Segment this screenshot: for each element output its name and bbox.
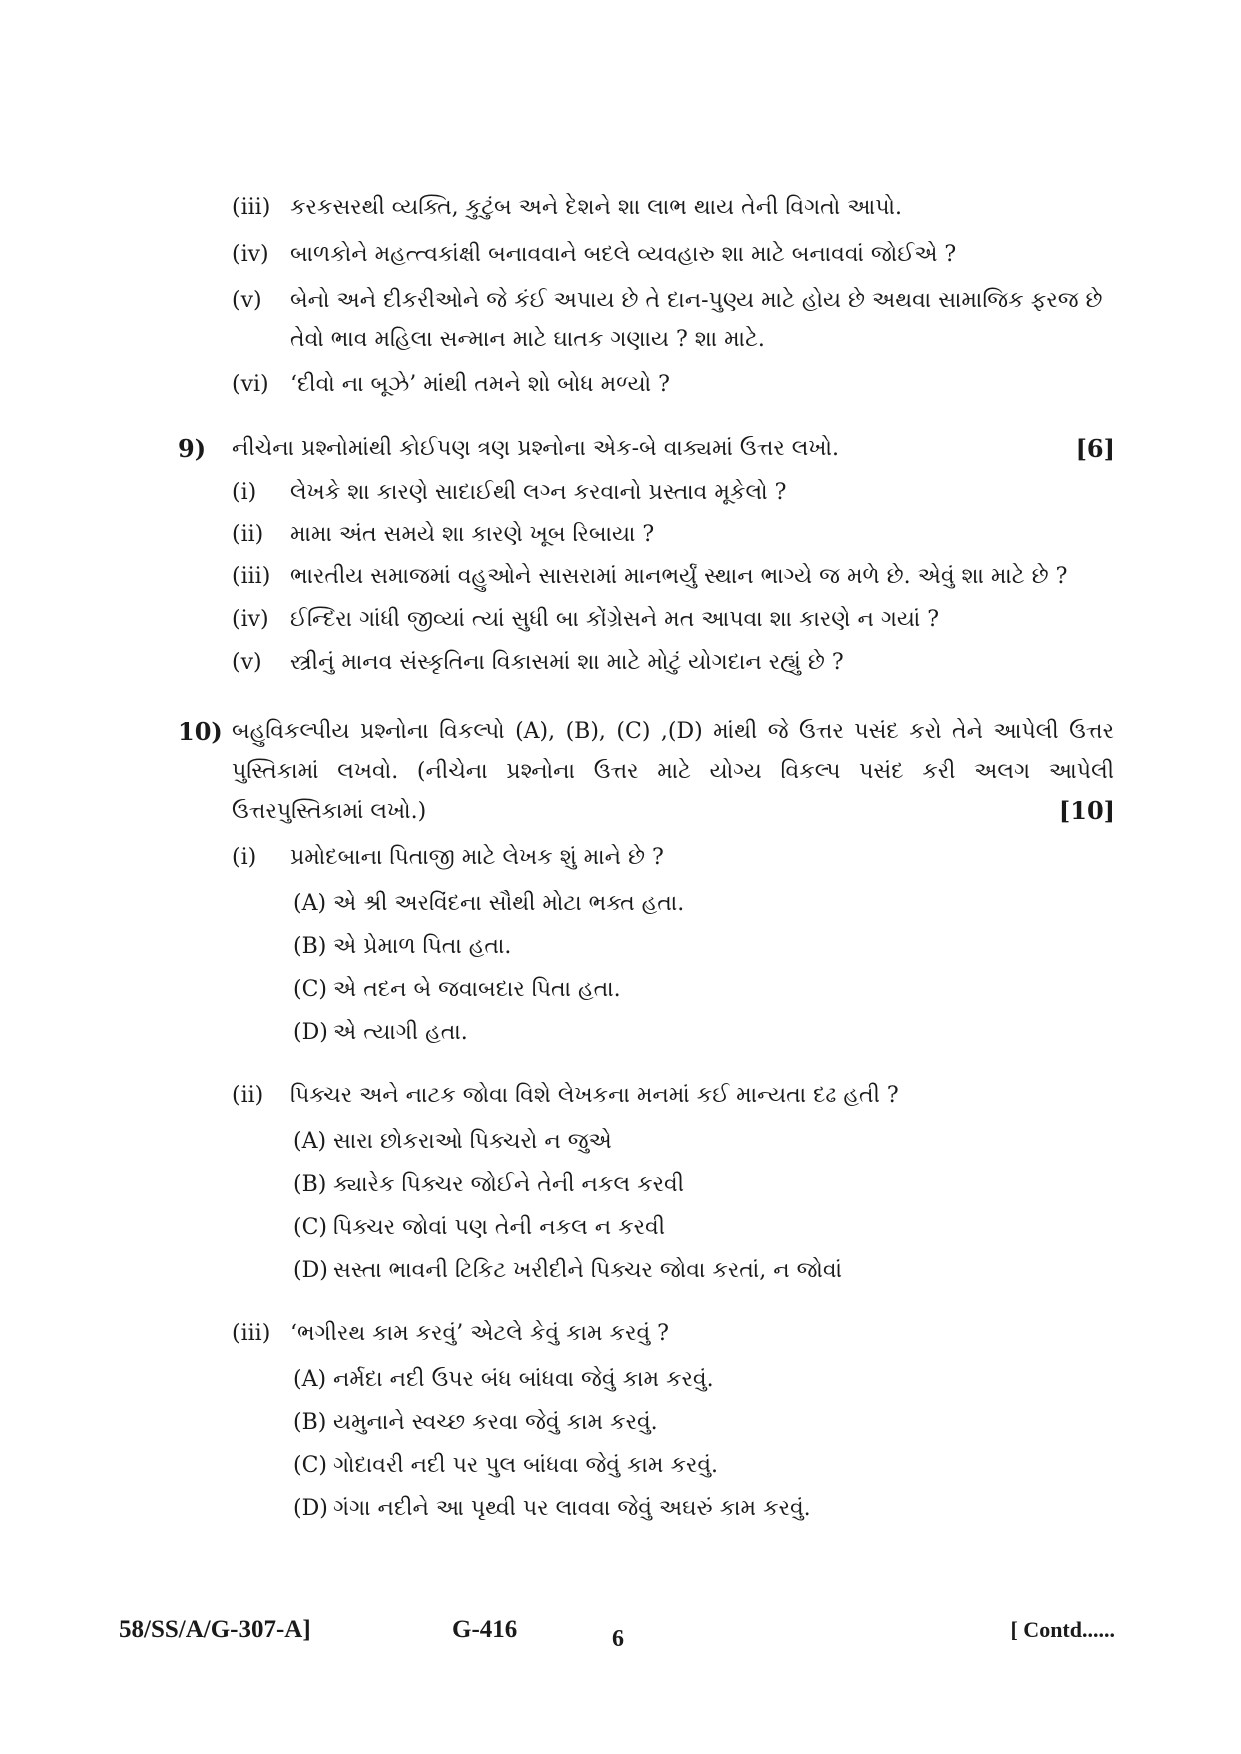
q10-question-iii bbox=[232, 1319, 669, 1349]
question-10-number: 10) bbox=[178, 717, 223, 746]
q9-item-v bbox=[232, 648, 844, 678]
item-number: (ii) bbox=[232, 522, 264, 547]
option-label: (C) bbox=[293, 1453, 327, 1478]
option-text: એ તદન બે જવાબદાર પિતા હતા. bbox=[333, 977, 621, 1002]
item-number: (v) bbox=[232, 288, 262, 313]
question-number: (iii) bbox=[232, 1321, 271, 1346]
option-label: (D) bbox=[293, 1258, 328, 1283]
item-number: (v) bbox=[232, 650, 262, 675]
q9-item-i bbox=[232, 478, 786, 508]
option-label: (A) bbox=[293, 891, 327, 916]
option-text: એ શ્રી અરવિંદના સૌથી મોટા ભક્ત હતા. bbox=[333, 891, 685, 916]
question-10-instruction: બહુવિકલ્પીય પ્રશ્નોના વિકલ્પો (A), (B), (C) ,(D) માંથી જે ઉત્તર પસંદ કરો તેને આપેલી ઉત્તર પુસ્તિકામાં લખવો. (નીચેના પ્રશ્નોના ઉત્તર માટે યોગ્ય વિકલ્પ પસંદ કરી અલગ આપેલી ઉત્તરપુસ્તિકામાં લખો.) bbox=[232, 719, 1114, 824]
item-number: (iii) bbox=[232, 195, 271, 220]
option-text: નર્મદા નદી ઉપર બંધ બાંધવા જેવું કામ કરવું. bbox=[333, 1367, 714, 1392]
q8-item-v bbox=[232, 286, 1103, 316]
option-label: (B) bbox=[293, 1410, 327, 1435]
q8-item-iii bbox=[232, 193, 902, 223]
option-label: (C) bbox=[293, 977, 327, 1002]
option-label: (B) bbox=[293, 1172, 327, 1197]
option-label: (B) bbox=[293, 934, 327, 959]
option-text: ગોદાવરી નદી પર પુલ બાંધવા જેવું કામ કરવું. bbox=[333, 1453, 719, 1478]
q8-item-vi bbox=[232, 370, 670, 400]
question-text: પિક્ચર અને નાટક જોવા વિશે લેખકના મનમાં કઈ માન્યતા દઢ હતી ? bbox=[290, 1083, 899, 1108]
item-text: તેવો ભાવ મહિલા સન્માન માટે ઘાતક ગણાય ? શા માટે. bbox=[290, 327, 765, 352]
question-number: (ii) bbox=[232, 1083, 264, 1108]
item-number: (iv) bbox=[232, 607, 269, 632]
q10-i-option-a bbox=[293, 889, 684, 919]
option-text: ગંગા નદીને આ પૃથ્વી પર લાવવા જેવું અઘરું કામ કરવું. bbox=[333, 1496, 811, 1521]
item-text: બાળકોને મહત્ત્વકાંક્ષી બનાવવાને બદલે વ્યવહારુ શા માટે બનાવવાં જોઈએ ? bbox=[290, 242, 957, 267]
item-text: લેખકે શા કારણે સાદાઈથી લગ્ન કરવાનો પ્રસ્તાવ મૂકેલો ? bbox=[290, 480, 787, 505]
item-text: ભારતીય સમાજમાં વહુઓને સાસરામાં માનભર્યું સ્થાન ભાગ્યે જ મળે છે. એવું શા માટે છે ? bbox=[290, 564, 1068, 589]
option-label: (A) bbox=[293, 1367, 327, 1392]
question-9-instruction: નીચેના પ્રશ્નોમાંથી કોઈપણ ત્રણ પ્રશ્નોના એક-બે વાક્યમાં ઉત્તર લખો. bbox=[232, 436, 839, 461]
q10-question-i bbox=[232, 843, 664, 873]
item-text: ‘દીવો ના બૂઝે’ માંથી તમને શો બોધ મળ્યો ? bbox=[290, 372, 670, 397]
item-text: કરકસરથી વ્યક્તિ, કુટુંબ અને દેશને શા લાભ થાય તેની વિગતો આપો. bbox=[290, 195, 902, 220]
footer-continued: [ Contd...... bbox=[1010, 1617, 1115, 1642]
option-text: એ પ્રેમાળ પિતા હતા. bbox=[333, 934, 512, 959]
q10-i-option-c bbox=[293, 975, 621, 1005]
item-number: (iv) bbox=[232, 242, 269, 267]
option-text: સારા છોકરાઓ પિક્ચરો ન જુએ bbox=[333, 1129, 612, 1154]
item-number: (vi) bbox=[232, 372, 269, 397]
option-text: પિક્ચર જોવાં પણ તેની નકલ ન કરવી bbox=[333, 1215, 666, 1240]
option-text: એ ત્યાગી હતા. bbox=[333, 1020, 468, 1045]
question-text: પ્રમોદબાના પિતાજી માટે લેખક શું માને છે ? bbox=[290, 845, 664, 870]
option-label: (A) bbox=[293, 1129, 327, 1154]
q10-iii-option-c bbox=[293, 1451, 718, 1481]
q10-ii-option-c bbox=[293, 1213, 665, 1243]
option-text: યમુનાને સ્વચ્છ કરવા જેવું કામ કરવું. bbox=[333, 1410, 658, 1435]
question-text: ‘ભગીરથ કામ કરવું’ એટલે કેવું કામ કરવું ? bbox=[290, 1321, 669, 1346]
q10-iii-option-d bbox=[293, 1494, 811, 1524]
option-text: ક્યારેક પિક્ચર જોઈને તેની નકલ કરવી bbox=[333, 1172, 684, 1197]
q8-item-v-continued bbox=[290, 325, 765, 355]
q10-iii-option-b bbox=[293, 1408, 658, 1438]
question-9-number: 9) bbox=[178, 434, 207, 463]
item-number: (i) bbox=[232, 480, 257, 505]
question-9-marks: [6] bbox=[1075, 434, 1115, 463]
option-label: (D) bbox=[293, 1020, 328, 1045]
footer-paper-number: G-416 bbox=[452, 1616, 518, 1643]
q10-i-option-d bbox=[293, 1018, 468, 1048]
q10-ii-option-a bbox=[293, 1127, 612, 1157]
option-label: (C) bbox=[293, 1215, 327, 1240]
item-text: બેનો અને દીકરીઓને જે કંઈ અપાય છે તે દાન-પુણ્ય માટે હોય છે અથવા સામાજિક ફરજ છે bbox=[290, 288, 1103, 313]
q8-item-iv bbox=[232, 240, 956, 270]
footer-paper-code: 58/SS/A/G-307-A] bbox=[119, 1616, 311, 1643]
page-number: 6 bbox=[612, 1626, 624, 1652]
q9-item-iii bbox=[232, 562, 1067, 592]
question-10-marks: [10] bbox=[1058, 796, 1115, 825]
item-text: સ્ત્રીનું માનવ સંસ્કૃતિના વિકાસમાં શા માટે મોટું યોગદાન રહ્યું છે ? bbox=[290, 650, 844, 675]
q10-ii-option-d bbox=[293, 1256, 842, 1286]
item-text: મામા અંત સમયે શા કારણે ખૂબ રિબાયા ? bbox=[290, 522, 655, 547]
q10-iii-option-a bbox=[293, 1365, 714, 1395]
item-number: (iii) bbox=[232, 564, 271, 589]
option-label: (D) bbox=[293, 1496, 328, 1521]
q10-ii-option-b bbox=[293, 1170, 684, 1200]
q10-i-option-b bbox=[293, 932, 511, 962]
q10-question-ii bbox=[232, 1081, 899, 1111]
q9-item-iv bbox=[232, 605, 939, 635]
question-number: (i) bbox=[232, 845, 257, 870]
q9-item-ii bbox=[232, 520, 654, 550]
option-text: સસ્તા ભાવની ટિકિટ ખરીદીને પિક્ચર જોવા કરતાં, ન જોવાં bbox=[333, 1258, 842, 1283]
item-text: ઈન્દિરા ગાંધી જીવ્યાં ત્યાં સુધી બા કોંગ્રેસને મત આપવા શા કારણે ન ગયાં ? bbox=[290, 607, 940, 632]
